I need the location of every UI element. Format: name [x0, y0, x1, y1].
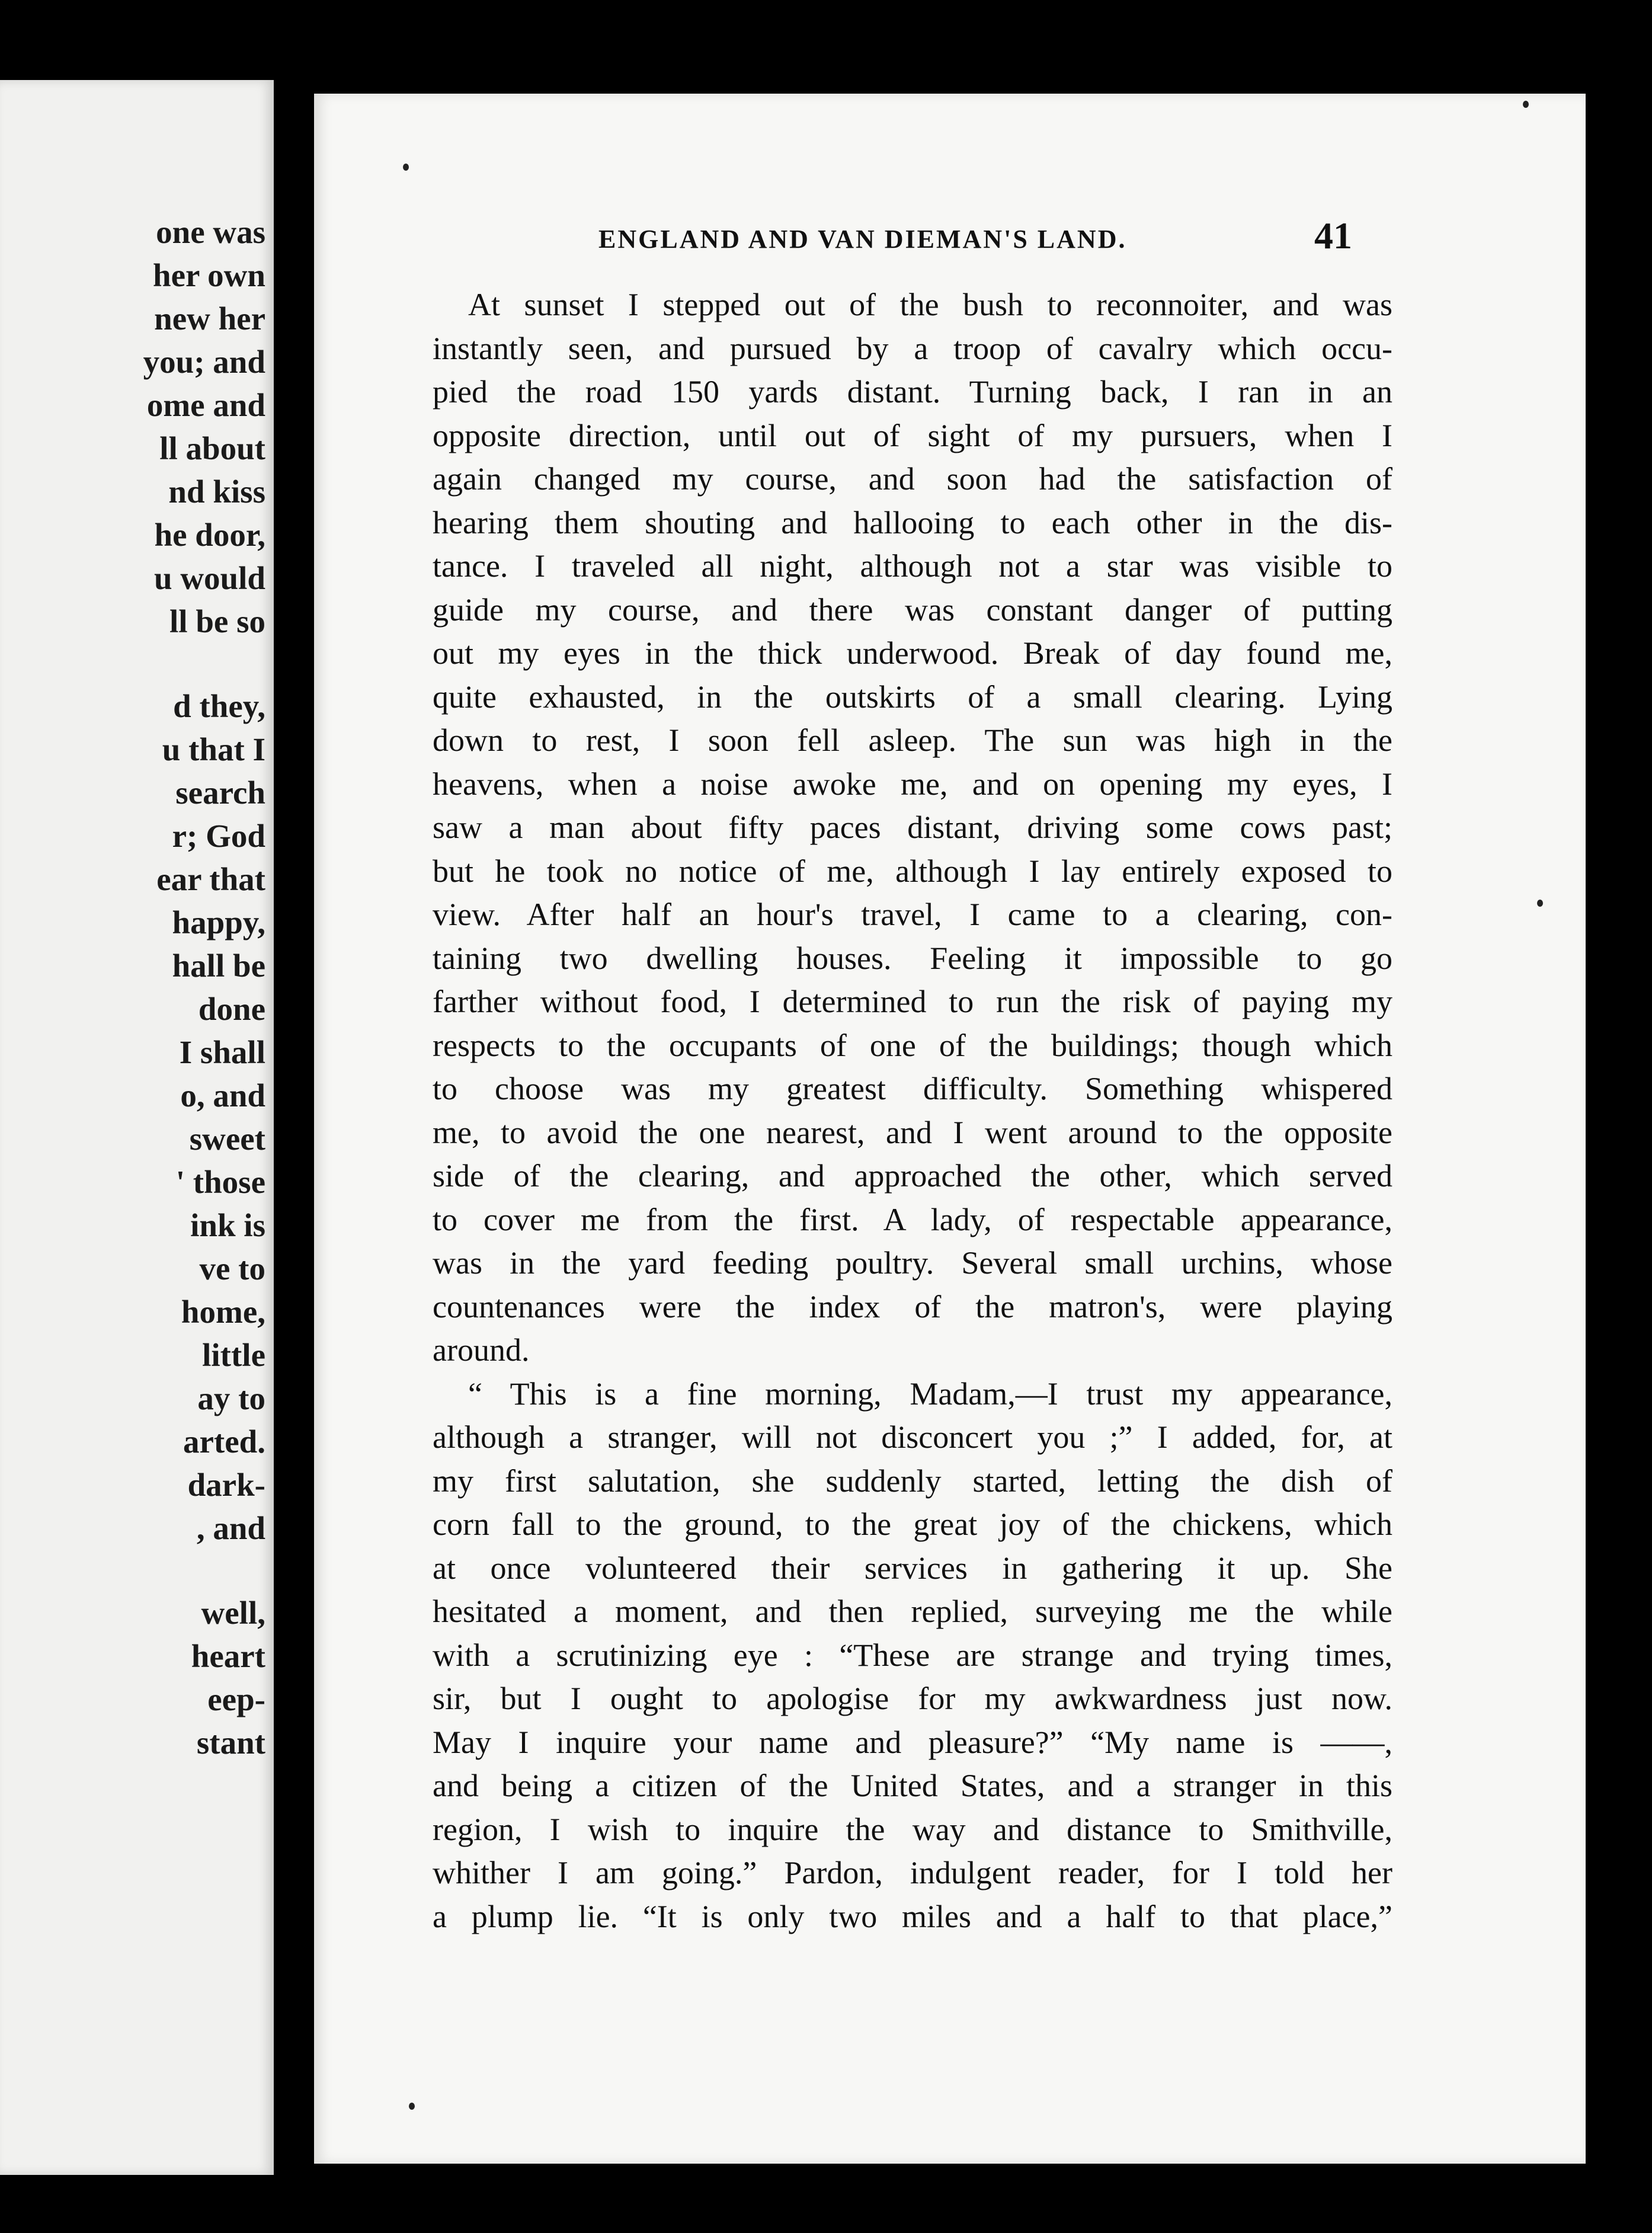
page-number: 41: [1314, 215, 1352, 257]
body-text: [433, 283, 1392, 1938]
left-page-line: u that I: [162, 731, 265, 767]
text-line: quite exhausted, in the outskirts of a small clearing. Lying: [433, 679, 1392, 715]
text-line: to cover me from the first. A lady, of respectable appearance,: [433, 1201, 1392, 1237]
print-speck: [409, 2103, 415, 2110]
text-line: region, I wish to inquire the way and distance to Smithville,: [433, 1811, 1392, 1847]
left-page-line: nd kiss: [168, 474, 265, 510]
left-page-line: ome and: [146, 387, 265, 423]
text-line: but he took no notice of me, although I lay entirely exposed to: [433, 853, 1392, 889]
text-line: out my eyes in the thick underwood. Break of day found me,: [433, 635, 1392, 671]
left-page-line: ve to: [199, 1250, 265, 1287]
left-page-line: ll be so: [169, 603, 265, 639]
left-page-fragment: [0, 80, 274, 2175]
left-page-line: little: [202, 1337, 265, 1373]
left-page-line: ear that: [156, 861, 265, 897]
text-line: farther without food, I determined to run the risk of paying my: [433, 984, 1392, 1019]
text-line: again changed my course, and soon had the satisfaction of: [433, 461, 1392, 497]
text-line: down to rest, I soon fell asleep. The sun was high in the: [433, 722, 1392, 758]
text-line: hearing them shouting and hallooing to each other in the dis-: [433, 504, 1392, 540]
text-line: at once volunteered their services in gathering it up. She: [433, 1550, 1392, 1586]
left-page-line: sweet: [189, 1121, 265, 1157]
text-line: whither I am going.” Pardon, indulgent reader, for I told her: [433, 1855, 1392, 1890]
text-line: countenances were the index of the matron's, were playing: [433, 1288, 1392, 1325]
left-page-line: he door,: [154, 517, 265, 553]
text-line: me, to avoid the one nearest, and I went around to the opposite: [433, 1114, 1392, 1150]
left-page-line: I shall: [179, 1034, 265, 1070]
text-line: saw a man about fifty paces distant, driving some cows past;: [433, 810, 1392, 845]
left-page-line: d they,: [173, 688, 265, 724]
text-line: At sunset I stepped out of the bush to reconnoiter, and was: [468, 287, 1392, 322]
text-line: taining two dwelling houses. Feeling it impossible to go: [433, 940, 1392, 976]
left-page-line: one was: [156, 214, 265, 250]
right-page: [314, 94, 1586, 2164]
left-page-line: ' those: [175, 1164, 265, 1200]
left-page-line: ay to: [197, 1380, 265, 1416]
left-page-line: r; God: [172, 818, 265, 854]
left-page-line: home,: [181, 1294, 265, 1330]
left-page-line: eep-: [207, 1681, 265, 1717]
text-line: pied the road 150 yards distant. Turning back, I ran in an: [433, 374, 1392, 410]
book-gutter: [274, 0, 314, 2233]
text-line: respects to the occupants of one of the buildings; though which: [433, 1027, 1392, 1063]
text-line: opposite direction, until out of sight of my pursuers, when I: [433, 417, 1392, 453]
left-page-line: well,: [201, 1595, 265, 1631]
running-head-title: ENGLAND AND VAN DIEMAN'S LAND.: [598, 225, 1127, 254]
left-page-line: new her: [154, 300, 265, 337]
left-page-line: search: [175, 775, 265, 811]
left-page-line: ink is: [190, 1207, 265, 1243]
text-line: instantly seen, and pursued by a troop of cavalry which occu-: [433, 330, 1392, 366]
text-line: corn fall to the ground, to the great joy of the chickens, which: [433, 1506, 1392, 1542]
text-line: with a scrutinizing eye : “These are strange and trying times,: [433, 1637, 1392, 1673]
left-page-line: ll about: [159, 430, 265, 466]
left-page-line: happy,: [172, 904, 265, 940]
print-speck: [1523, 101, 1529, 108]
left-page-line: stant: [196, 1725, 265, 1761]
left-page-line: done: [198, 991, 265, 1027]
left-page-line: , and: [196, 1510, 265, 1546]
text-line: heavens, when a noise awoke me, and on opening my eyes, I: [433, 766, 1392, 802]
text-line: and being a citizen of the United States, and a stranger in this: [433, 1768, 1392, 1803]
running-head: [314, 216, 1586, 263]
text-line: although a stranger, will not disconcert you ;” I added, for, at: [433, 1419, 1392, 1455]
text-line: sir, but I ought to apologise for my awkwardness just now.: [433, 1681, 1392, 1716]
left-page-line: you; and: [143, 344, 265, 380]
text-line: “ This is a fine morning, Madam,—I trust my appearance,: [468, 1375, 1392, 1412]
left-page-line: u would: [153, 560, 265, 596]
left-page-line: heart: [191, 1638, 265, 1674]
left-page-line: her own: [153, 257, 265, 293]
print-speck: [1537, 900, 1543, 907]
print-speck: [403, 164, 409, 171]
text-line: to choose was my greatest difficulty. Something whispered: [433, 1071, 1392, 1106]
left-page-line: arted.: [183, 1423, 265, 1460]
text-line: May I inquire your name and pleasure?” “My name is ——,: [433, 1724, 1392, 1760]
left-page-line: o, and: [180, 1077, 265, 1114]
text-line: side of the clearing, and approached the other, which served: [433, 1158, 1392, 1194]
text-line: hesitated a moment, and then replied, surveying me the while: [433, 1594, 1392, 1629]
text-line: tance. I traveled all night, although not a star was visible to: [433, 548, 1392, 584]
text-line: view. After half an hour's travel, I came to a clearing, con-: [433, 897, 1392, 932]
text-line: was in the yard feeding poultry. Several small urchins, whose: [433, 1245, 1392, 1281]
text-line: a plump lie. “It is only two miles and a half to that place,”: [433, 1898, 1392, 1934]
text-line: guide my course, and there was constant danger of putting: [433, 591, 1392, 628]
left-page-line: hall be: [172, 948, 265, 984]
left-page-line: dark-: [187, 1467, 265, 1503]
text-line: my first salutation, she suddenly started, letting the dish of: [433, 1463, 1392, 1499]
text-line: around.: [433, 1332, 530, 1368]
